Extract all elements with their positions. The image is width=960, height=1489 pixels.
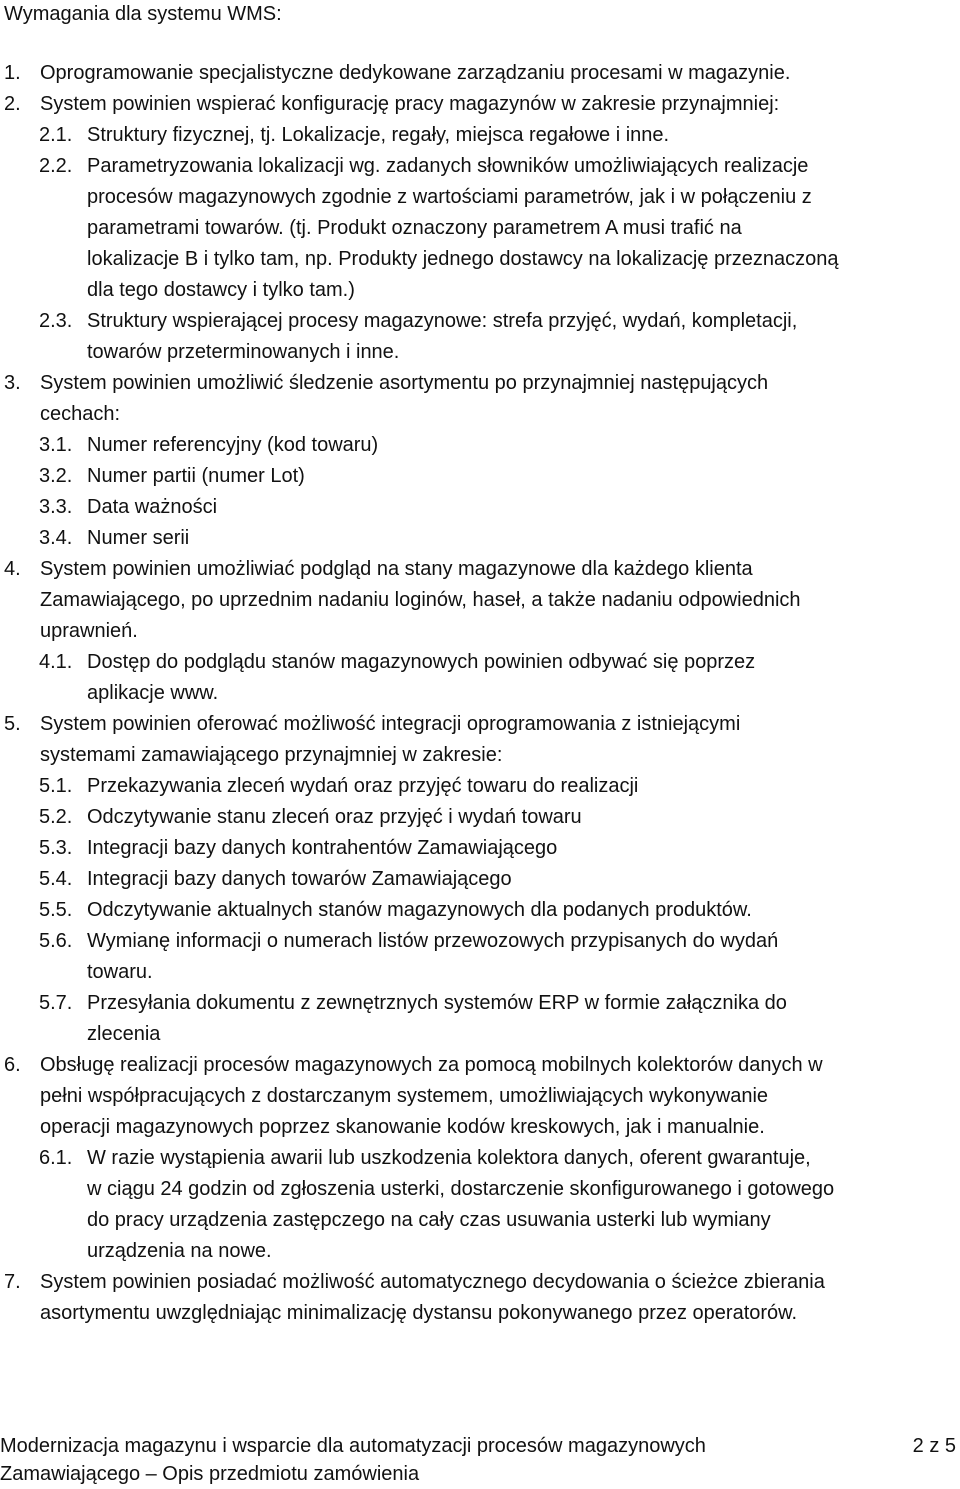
- item-text-line: uprawnień.: [40, 620, 138, 642]
- item-text-line: Przekazywania zleceń wydań oraz przyjęć towaru do realizacji: [87, 775, 639, 797]
- item-text-line: Zamawiającego, po uprzednim nadaniu loginów, haseł, a także nadaniu odpowiednich: [40, 589, 801, 611]
- sub-requirement-item: [0, 151, 960, 306]
- item-text-line: cechach:: [40, 403, 121, 425]
- item-number: 4.1.: [39, 651, 73, 673]
- item-text-line: Obsługę realizacji procesów magazynowych za pomocą mobilnych kolektorów danych w: [40, 1054, 823, 1076]
- item-text-line: parametrami towarów. (tj. Produkt oznaczony parametrem A musi trafić na: [87, 217, 742, 239]
- item-text-line: W razie wystąpienia awarii lub uszkodzenia kolektora danych, oferent gwarantuje,: [87, 1147, 811, 1169]
- requirement-item: [0, 368, 960, 430]
- sub-requirement-item: [0, 120, 960, 151]
- item-number: 2.: [4, 93, 21, 115]
- item-number: 5.3.: [39, 837, 73, 859]
- item-text-line: systemami zamawiającego przynajmniej w zakresie:: [40, 744, 503, 766]
- item-number: 2.3.: [39, 310, 73, 332]
- requirement-item: [0, 89, 960, 120]
- item-text-line: pełni współpracujących z dostarczanym systemem, umożliwiających wykonywanie: [40, 1085, 769, 1107]
- item-text-line: Parametryzowania lokalizacji wg. zadanych słowników umożliwiających realizacje: [87, 155, 809, 177]
- sub-requirement-item: [0, 306, 960, 368]
- item-number: 5.4.: [39, 868, 73, 890]
- sub-requirement-item: [0, 895, 960, 926]
- sub-requirement-item: [0, 1143, 960, 1267]
- item-text-line: Przesyłania dokumentu z zewnętrznych systemów ERP w formie załącznika do: [87, 992, 787, 1014]
- item-number: 3.3.: [39, 496, 73, 518]
- item-text-line: Struktury wspierającej procesy magazynowe: strefa przyjęć, wydań, kompletacji,: [87, 310, 798, 332]
- item-number: 6.1.: [39, 1147, 73, 1169]
- item-number: 3.4.: [39, 527, 73, 549]
- item-number: 2.1.: [39, 124, 73, 146]
- footer-title-line1: Modernizacja magazynu i wsparcie dla automatyzacji procesów magazynowych: [0, 1435, 706, 1457]
- item-text-line: Integracji bazy danych kontrahentów Zamawiającego: [87, 837, 558, 859]
- item-number: 7.: [4, 1271, 21, 1293]
- page-number: 2 z 5: [912, 1435, 956, 1457]
- item-text-line: operacji magazynowych poprzez skanowanie kodów kreskowych, jak i manualnie.: [40, 1116, 765, 1138]
- item-number: 5.6.: [39, 930, 73, 952]
- requirement-item: [0, 1267, 960, 1329]
- item-text-line: do pracy urządzenia zastępczego na cały czas usuwania usterki lub wymiany: [87, 1209, 771, 1231]
- item-text-line: aplikacje www.: [87, 682, 219, 704]
- item-text-line: Wymianę informacji o numerach listów przewozowych przypisanych do wydań: [87, 930, 779, 952]
- item-number: 5.1.: [39, 775, 73, 797]
- item-text-line: Struktury fizycznej, tj. Lokalizacje, regały, miejsca regałowe i inne.: [87, 124, 670, 146]
- item-number: 3.1.: [39, 434, 73, 456]
- item-text-line: Numer serii: [87, 527, 190, 549]
- item-text-line: Numer partii (numer Lot): [87, 465, 305, 487]
- item-text-line: Numer referencyjny (kod towaru): [87, 434, 379, 456]
- item-text-line: lokalizacje B i tylko tam, np. Produkty jednego dostawcy na lokalizację przeznaczoną: [87, 248, 839, 270]
- sub-requirement-item: [0, 523, 960, 554]
- sub-requirement-item: [0, 771, 960, 802]
- item-text-line: Dostęp do podglądu stanów magazynowych powinien odbywać się poprzez: [87, 651, 756, 673]
- item-text-line: dla tego dostawcy i tylko tam.): [87, 279, 355, 301]
- item-number: 5.2.: [39, 806, 73, 828]
- item-number: 2.2.: [39, 155, 73, 177]
- item-text-line: Oprogramowanie specjalistyczne dedykowane zarządzaniu procesami w magazynie.: [40, 62, 791, 84]
- sub-requirement-item: [0, 647, 960, 709]
- item-text-line: System powinien umożliwić śledzenie asortymentu po przynajmniej następujących: [40, 372, 769, 394]
- sub-requirement-item: [0, 926, 960, 988]
- item-number: 5.: [4, 713, 21, 735]
- item-text-line: w ciągu 24 godzin od zgłoszenia usterki, dostarczenie skonfigurowanego i gotowego: [87, 1178, 835, 1200]
- item-text-line: System powinien wspierać konfigurację pracy magazynów w zakresie przynajmniej:: [40, 93, 780, 115]
- footer-title-line2: Zamawiającego – Opis przedmiotu zamówienia: [0, 1463, 420, 1485]
- requirements-list: [0, 58, 960, 1329]
- item-number: 5.5.: [39, 899, 73, 921]
- item-number: 4.: [4, 558, 21, 580]
- sub-requirement-item: [0, 461, 960, 492]
- item-text-line: System powinien oferować możliwość integracji oprogramowania z istniejącymi: [40, 713, 741, 735]
- requirement-item: [0, 1050, 960, 1143]
- sub-requirement-item: [0, 864, 960, 895]
- item-text-line: asortymentu uwzględniając minimalizację dystansu pokonywanego przez operatorów.: [40, 1302, 798, 1324]
- item-text-line: procesów magazynowych zgodnie z wartościami parametrów, jak i w połączeniu z: [87, 186, 812, 208]
- item-text-line: Integracji bazy danych towarów Zamawiającego: [87, 868, 512, 890]
- sub-requirement-item: [0, 430, 960, 461]
- requirement-item: [0, 554, 960, 647]
- item-text-line: towaru.: [87, 961, 153, 983]
- item-text-line: System powinien posiadać możliwość automatycznego decydowania o ścieżce zbierania: [40, 1271, 825, 1293]
- item-text-line: Odczytywanie aktualnych stanów magazynowych dla podanych produktów.: [87, 899, 752, 921]
- sub-requirement-item: [0, 492, 960, 523]
- item-text-line: zlecenia: [87, 1023, 161, 1045]
- item-number: 3.2.: [39, 465, 73, 487]
- sub-requirement-item: [0, 833, 960, 864]
- item-text-line: System powinien umożliwiać podgląd na stany magazynowe dla każdego klienta: [40, 558, 753, 580]
- sub-requirement-item: [0, 988, 960, 1050]
- page-title: Wymagania dla systemu WMS:: [4, 3, 282, 25]
- item-number: 3.: [4, 372, 21, 394]
- sub-requirement-item: [0, 802, 960, 833]
- item-text-line: Data ważności: [87, 496, 218, 518]
- item-number: 1.: [4, 62, 21, 84]
- requirement-item: [0, 709, 960, 771]
- item-text-line: towarów przeterminowanych i inne.: [87, 341, 400, 363]
- item-text-line: Odczytywanie stanu zleceń oraz przyjęć i wydań towaru: [87, 806, 582, 828]
- item-number: 6.: [4, 1054, 21, 1076]
- requirement-item: [0, 58, 960, 89]
- item-text-line: urządzenia na nowe.: [87, 1240, 272, 1262]
- item-number: 5.7.: [39, 992, 73, 1014]
